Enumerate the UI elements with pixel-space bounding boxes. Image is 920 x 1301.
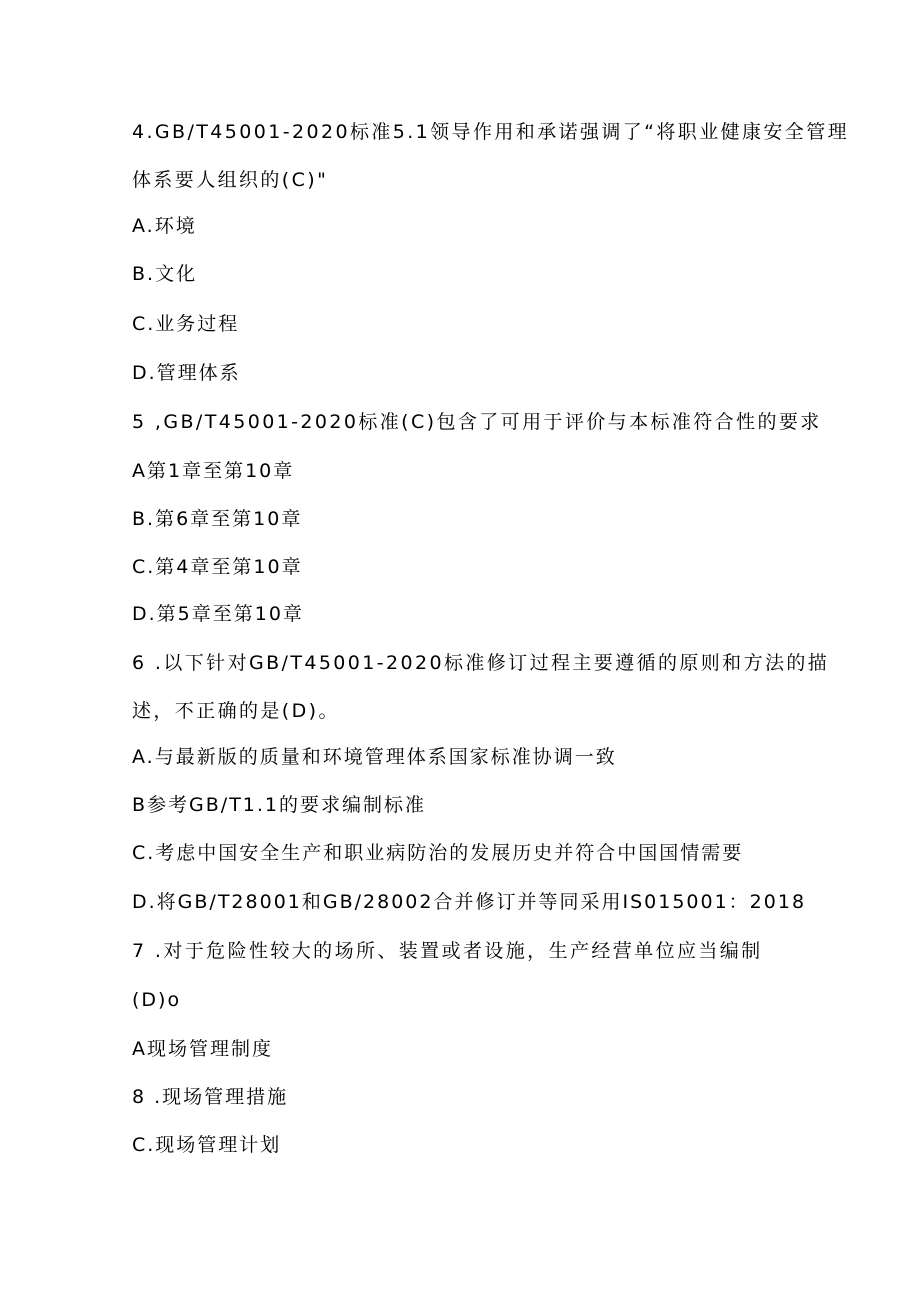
question-6-option-c: C.考虑中国安全生产和职业病防治的发展历史并符合中国国情需要 xyxy=(132,842,744,864)
question-4-option-d: D.管理体系 xyxy=(132,362,241,384)
question-4-text-line-2: 体系要人组织的(C)" xyxy=(132,169,329,191)
question-7-option-a: A现场管理制度 xyxy=(132,1038,273,1060)
question-7-text-line-2: (D)o xyxy=(132,989,182,1011)
question-5-option-c: C.第4章至第10章 xyxy=(132,556,303,578)
question-4-option-b: B.文化 xyxy=(132,263,198,285)
question-6-option-d: D.将GB/T28001和GB/28002合并修订并等同采用IS015001：2018 xyxy=(132,891,807,913)
question-5-option-b: B.第6章至第10章 xyxy=(132,508,303,530)
question-7-option-c: C.现场管理计划 xyxy=(132,1134,282,1156)
question-5-text: 5 ,GB/T45001-2020标准(C)包含了可用于评价与本标准符合性的要求 xyxy=(132,411,822,433)
question-6-text-line-2: 述，不正确的是(D)。 xyxy=(132,700,340,722)
question-6-option-a: A.与最新版的质量和环境管理体系国家标准协调一致 xyxy=(132,746,617,768)
question-4-option-a: A.环境 xyxy=(132,215,197,237)
question-4-text-line-1: 4.GB/T45001-2020标准5.1领导作用和承诺强调了“将职业健康安全管理 xyxy=(132,121,850,143)
question-7-option-b: 8 .现场管理措施 xyxy=(132,1086,289,1108)
question-6-option-b: B参考GB/T1.1的要求编制标准 xyxy=(132,794,427,816)
question-4-option-c: C.业务过程 xyxy=(132,313,240,335)
question-5-option-d: D.第5章至第10章 xyxy=(132,603,304,625)
question-5-option-a: A第1章至第10章 xyxy=(132,460,295,482)
question-6-text-line-1: 6 .以下针对GB/T45001-2020标准修订过程主要遵循的原则和方法的描 xyxy=(132,652,830,674)
question-7-text-line-1: 7 .对于危险性较大的场所、装置或者设施，生产经营单位应当编制 xyxy=(132,940,763,962)
